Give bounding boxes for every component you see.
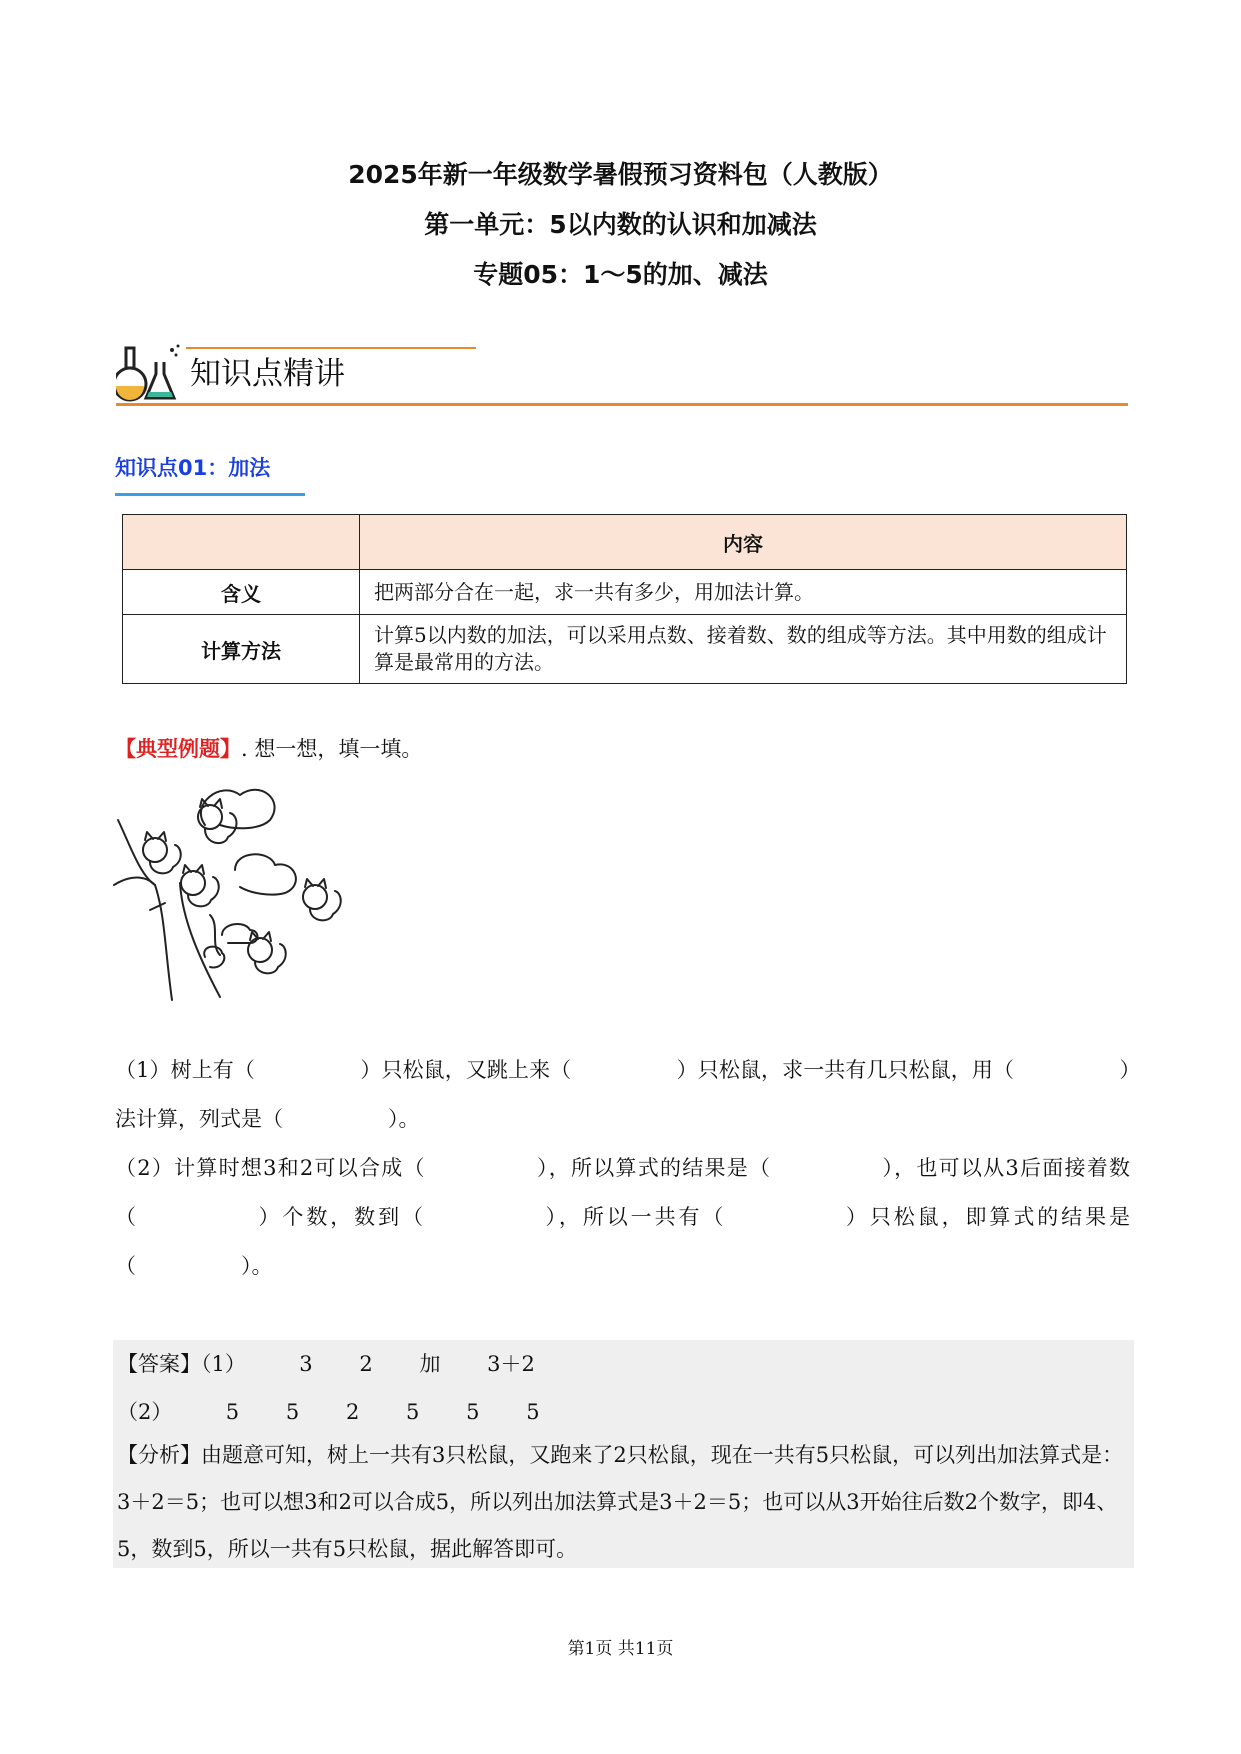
table-row-content: 把两部分合在一起，求一共有多少，用加法计算。 <box>360 570 1127 615</box>
unit-title: 第一单元：5以内数的认识和加减法 <box>424 210 817 239</box>
example-prompt: . 想一想，填一填。 <box>241 737 423 761</box>
table-header-content: 内容 <box>360 515 1127 570</box>
table-header-empty <box>123 515 360 570</box>
banner-divider <box>116 403 1128 406</box>
table-row <box>123 570 1127 615</box>
answer-values-1: （1） 3 2 加 3＋2 <box>201 1352 535 1376</box>
example-tag: 【典型例题】 <box>115 737 241 761</box>
section-heading: 知识点精讲 <box>190 356 345 392</box>
answer-tag: 【答案】 <box>117 1352 201 1376</box>
knowledge-table <box>122 514 1127 684</box>
lab-flask-icon <box>116 342 180 404</box>
document-title: 2025年新一年级数学暑假预习资料包（人教版） <box>348 160 893 189</box>
analysis-text: 由题意可知，树上一共有3只松鼠，又跑来了2只松鼠，现在一共有5只松鼠，可以列出加法算式是：3＋2＝5；也可以想3和2可以合成5，所以列出加法算式是3＋2＝5；也可以从3开始往后数2个数字，即4、5，数到5，所以一共有5只松鼠，据此解答即可。 <box>117 1443 1124 1561</box>
example-heading <box>115 733 422 763</box>
table-row-label: 含义 <box>123 570 360 615</box>
question-2: （2）计算时想3和2可以合成（ ），所以算式的结果是（ ），也可以从3后面接着数（ ）个数，数到（ ），所以一共有（ ）只松鼠，即算式的结果是（ ）。 <box>115 1156 1130 1278</box>
answer-box <box>113 1340 1134 1568</box>
table-row-label: 计算方法 <box>123 615 360 684</box>
knowledge-point-title: 知识点01：加法 <box>115 456 271 480</box>
title-block <box>0 150 1241 300</box>
analysis-tag: 【分析】 <box>117 1443 201 1467</box>
question-1: （1）树上有（ ）只松鼠，又跳上来（ ）只松鼠，求一共有几只松鼠，用（ ）法计算，列式是（ ）。 <box>115 1058 1130 1131</box>
table-row-content: 计算5以内数的加法，可以采用点数、接着数、数的组成等方法。其中用数的组成计算是最常用的方法。 <box>360 615 1127 684</box>
example-questions <box>115 1046 1130 1291</box>
squirrels-on-tree-illustration <box>110 775 380 1015</box>
answer-values-2: （2） 5 5 2 5 5 5 <box>117 1400 540 1424</box>
table-header-row <box>123 515 1127 570</box>
topic-title: 专题05：1～5的加、减法 <box>473 260 768 289</box>
analysis-paragraph <box>117 1432 1129 1573</box>
answer-line-1 <box>117 1348 535 1378</box>
section-banner <box>116 340 1128 406</box>
page-footer: 第1页 共11页 <box>567 1639 674 1659</box>
table-row <box>123 615 1127 684</box>
knowledge-point-underline <box>115 493 305 496</box>
